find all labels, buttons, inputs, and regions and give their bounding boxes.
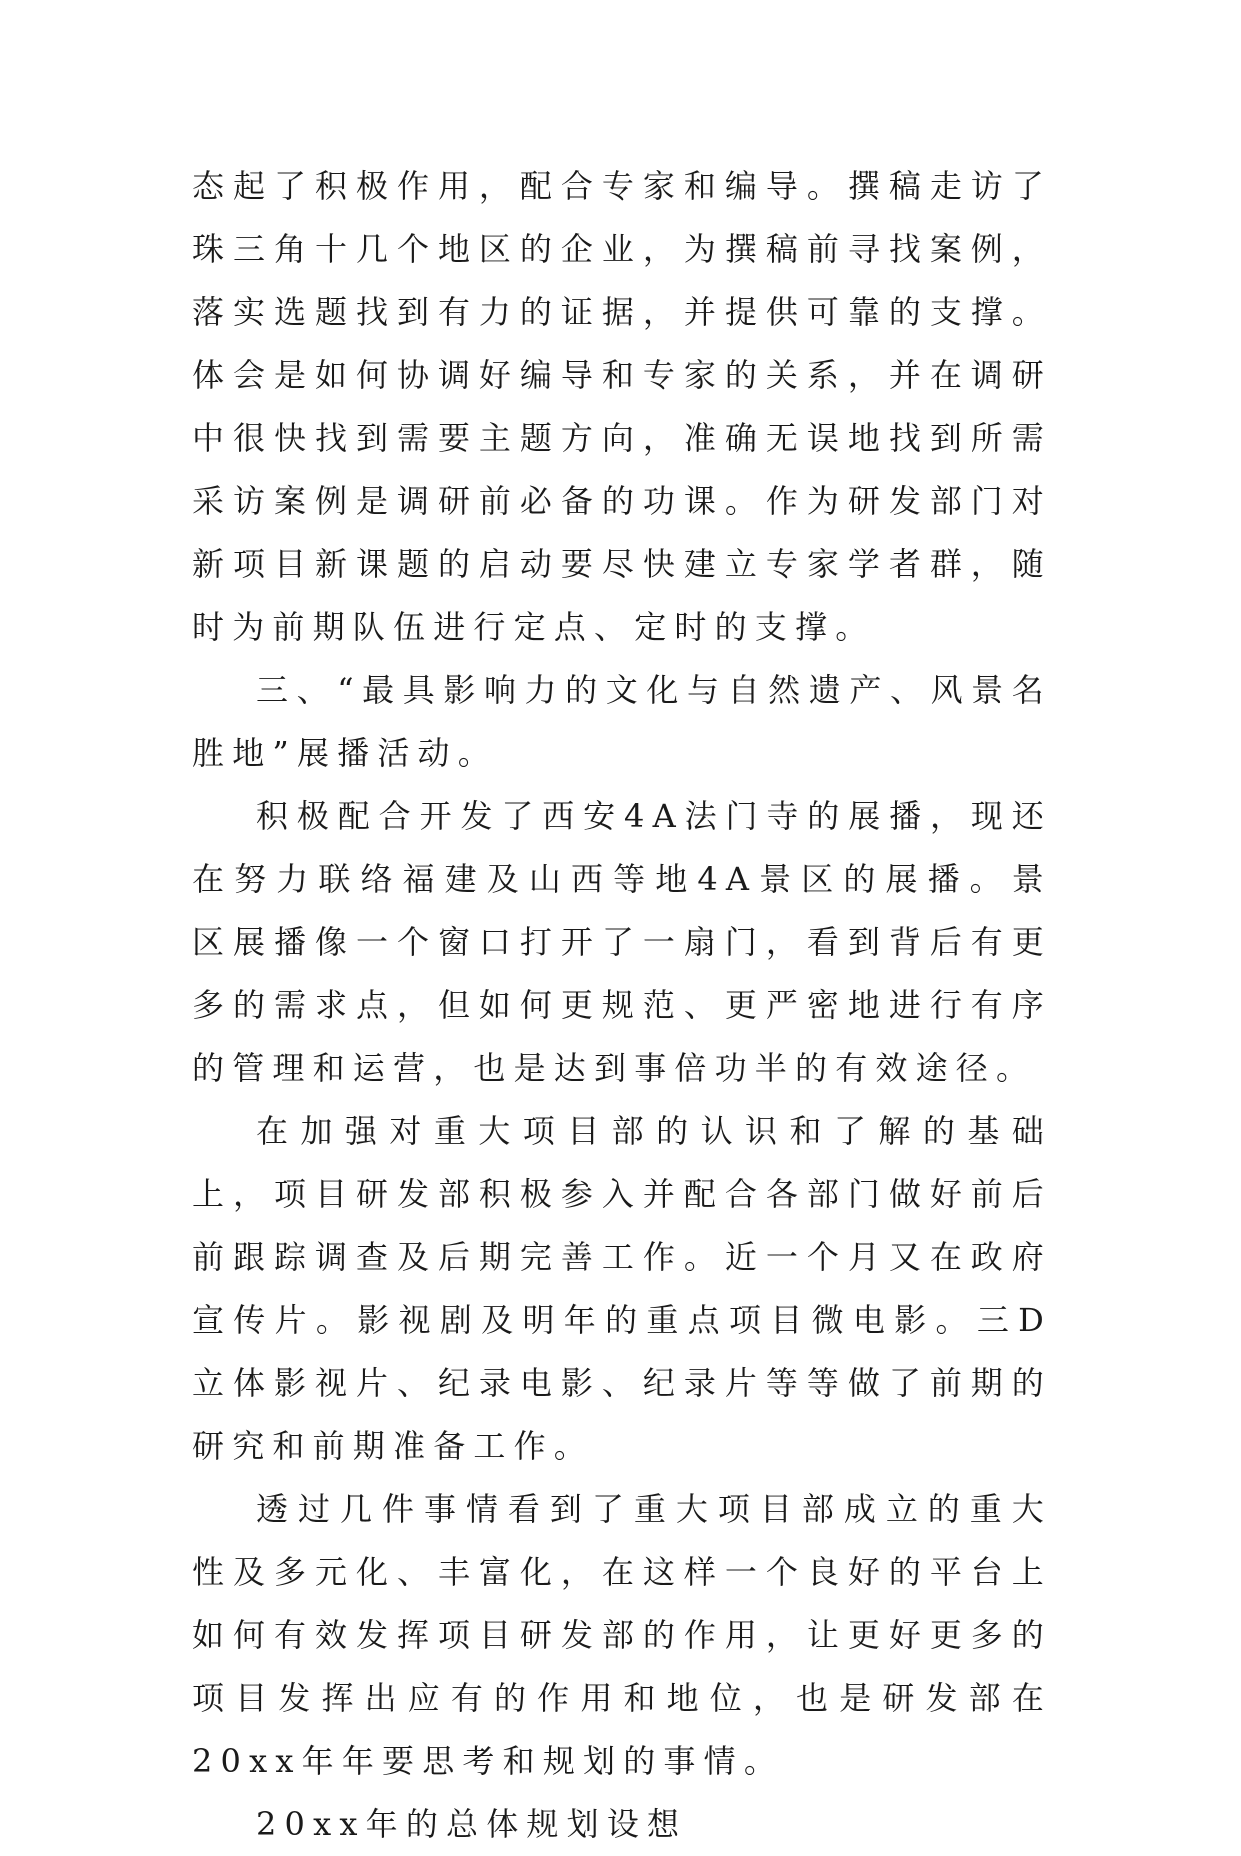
body-paragraph-4: 透过几件事情看到了重大项目部成立的重大性及多元化、丰富化，在这样一个良好的平台上如何有效发挥项目研发部的作用，让更好更多的项目发挥出应有的作用和地位，也是研发部在20xx年年要思考和规划的事情。	[192, 1490, 1052, 1780]
body-paragraph-3: 在加强对重大项目部的认识和了解的基础上，项目研发部积极参入并配合各部门做好前后前跟踪调查及后期完善工作。近一个月又在政府宣传片。影视剧及明年的重点项目微电影。三D立体影视片、纪录电影、纪录片等等做了前期的研究和前期准备工作。	[192, 1112, 1052, 1465]
section-heading-plan: 20xx年的总体规划设想	[256, 1805, 688, 1843]
body-paragraph-1: 态起了积极作用，配合专家和编导。撰稿走访了珠三角十几个地区的企业，为撰稿前寻找案例，落实选题找到有力的证据，并提供可靠的支撑。体会是如何协调好编导和专家的关系，并在调研中很快找到需要主题方向，准确无误地找到所需采访案例是调研前必备的功课。作为研发部门对新项目新课题的启动要尽快建立专家学者群，随时为前期队伍进行定点、定时的支撑。	[192, 167, 1052, 646]
document-body	[192, 155, 1052, 1856]
section-heading-three: 三、“最具影响力的文化与自然遗产、风景名胜地”展播活动。	[192, 671, 1052, 772]
body-paragraph-2: 积极配合开发了西安4A法门寺的展播，现还在努力联络福建及山西等地4A景区的展播。景区展播像一个窗口打开了一扇门，看到背后有更多的需求点，但如何更规范、更严密地进行有序的管理和运营，也是达到事倍功半的有效途径。	[192, 797, 1052, 1087]
